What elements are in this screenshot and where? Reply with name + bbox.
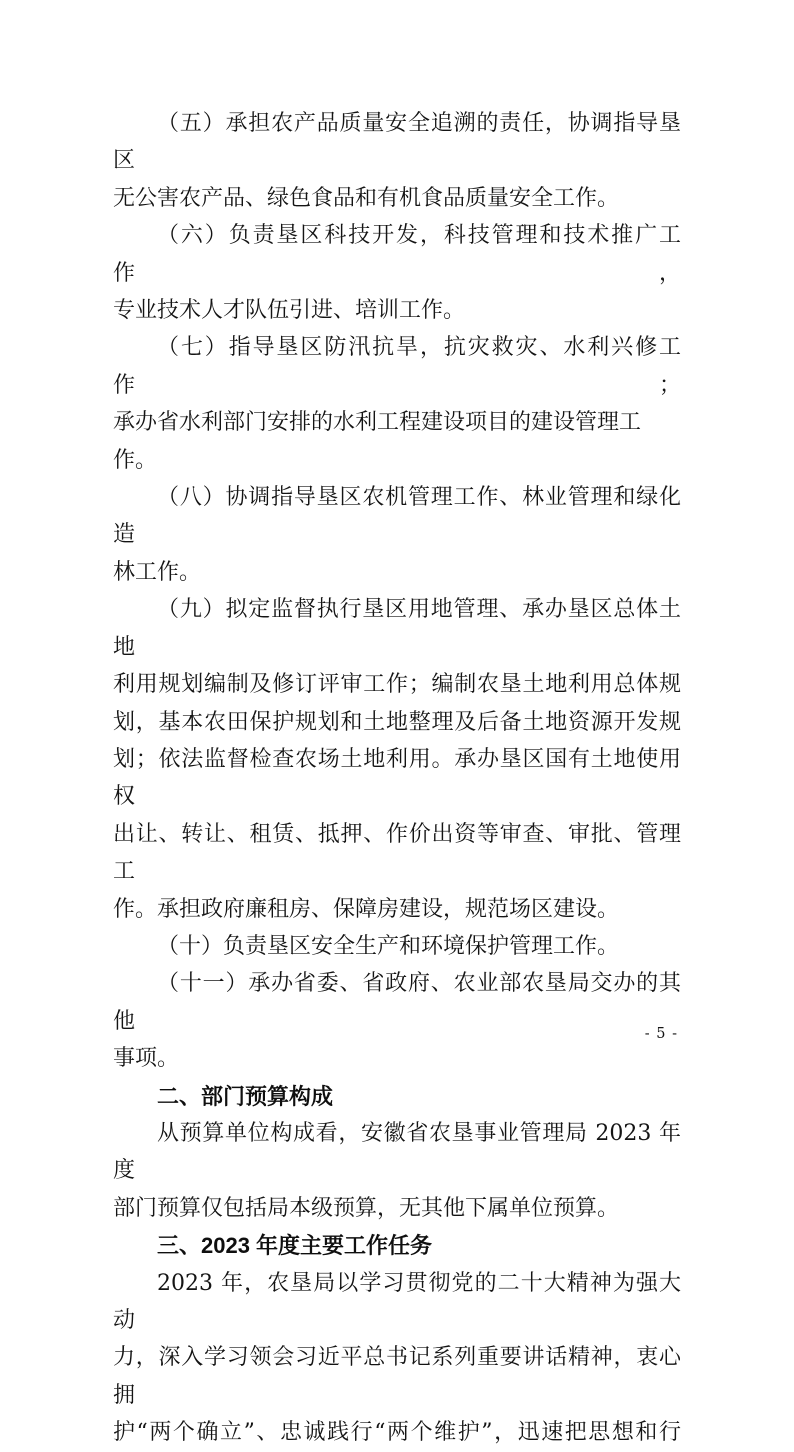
duty-item-6: [113, 217, 681, 329]
text-line: 利用规划编制及修订评审工作；编制农垦土地利用总体规: [113, 672, 681, 698]
text-line: 划，基本农田保护规划和土地整理及后备土地资源开发规: [113, 709, 681, 735]
document-text-block: [113, 105, 681, 1452]
duty-item-5: [113, 105, 681, 217]
text-line: 出让、转让、租赁、抵押、作价出资等审查、审批、管理工: [113, 821, 681, 885]
text-line: 2023 年，农垦局以学习贯彻党的二十大精神为强大动: [113, 1270, 681, 1333]
text-line: （五）承担农产品质量安全追溯的责任，协调指导垦区: [113, 111, 681, 174]
section-heading-3: [113, 1227, 681, 1264]
text-line: 作。承担政府廉租房、保障房建设，规范场区建设。: [113, 896, 620, 922]
text-line: （六）负责垦区科技开发，科技管理和技术推广工作，: [113, 223, 681, 286]
section-heading-2: [113, 1078, 681, 1115]
text-line: 护“两个确立”、忠诚践行“两个维护”，迅速把思想和行: [113, 1420, 681, 1446]
text-line: （九）拟定监督执行垦区用地管理、承办垦区总体土地: [113, 597, 681, 660]
text-line: 专业技术人才队伍引进、培训工作。: [113, 298, 466, 324]
text-line: 划；依法监督检查农场土地利用。承办垦区国有土地使用权: [113, 746, 681, 810]
section-heading-line: 二、部门预算构成: [157, 1083, 334, 1109]
main-tasks-paragraph: [113, 1265, 681, 1452]
page-number: - 5 -: [644, 1026, 678, 1042]
text-line: 事项。: [113, 1046, 180, 1072]
duty-item-8: [113, 479, 681, 591]
duty-item-11: [113, 965, 681, 1077]
text-line: 无公害农产品、绿色食品和有机食品质量安全工作。: [113, 185, 620, 211]
text-line: （七）指导垦区防汛抗旱，抗灾救灾、水利兴修工作；: [113, 335, 681, 398]
text-line: （八）协调指导垦区农机管理工作、林业管理和绿化造: [113, 485, 681, 548]
text-line: （十）负责垦区安全生产和环境保护管理工作。: [157, 933, 620, 959]
section-heading-line: 三、2023 年度主要工作任务: [157, 1233, 433, 1259]
text-line: 从预算单位构成看，安徽省农垦事业管理局 2023 年度: [113, 1120, 681, 1184]
duty-item-9: [113, 591, 681, 928]
text-line: 力，深入学习领会习近平总书记系列重要讲话精神，衷心拥: [113, 1345, 681, 1408]
duty-item-10: [113, 928, 681, 965]
text-line: 部门预算仅包括局本级预算，无其他下属单位预算。: [113, 1195, 620, 1221]
text-line: （十一）承办省委、省政府、农业部农垦局交办的其他: [113, 971, 681, 1034]
text-line: 林工作。: [113, 559, 202, 585]
text-line: 承办省水利部门安排的水利工程建设项目的建设管理工作。: [113, 410, 642, 473]
budget-composition-paragraph: [113, 1115, 681, 1227]
duty-item-7: [113, 329, 681, 479]
